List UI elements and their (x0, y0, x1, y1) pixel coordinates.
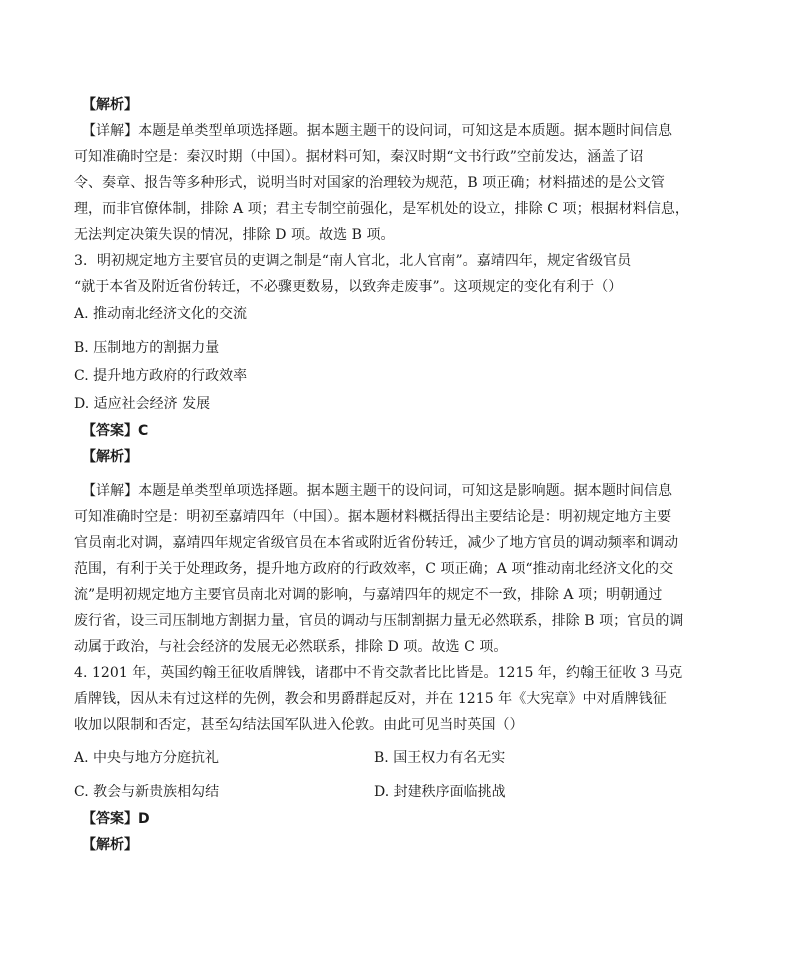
question-4-options-row (74, 744, 674, 772)
detail-line: 无法判定决策失误的情况，排除 D 项。故选 B 项。 (74, 227, 395, 243)
question-4-option-a: A. 中央与地方分庭抗礼 (74, 750, 220, 766)
question-3-option-a: A. 推动南北经济文化的交流 (74, 306, 248, 322)
question-4-options-row (74, 778, 674, 806)
detail-line: 【详解】本题是单类型单项选择题。据本题主题干的设问词，可知这是本质题。据本题时间信息 (82, 123, 673, 139)
detail-line: 令、奏章、报告等多种形式，说明当时对国家的治理较为规范，B 项正确；材料描述的是公文管 (74, 175, 665, 191)
question-3-option-b: B. 压制地方的割据力量 (74, 340, 220, 356)
detail-line: 可知准确时空是：秦汉时期（中国）。据材料可知，秦汉时期“文书行政”空前发达，涵盖了诏 (74, 149, 644, 165)
answer-label: 【答案】C (82, 423, 149, 439)
detail-line: 流”是明初规定地方主要官员南北对调的影响，与嘉靖四年的规定不一致，排除 A 项；明朝通过 (74, 587, 663, 603)
question-4-option-c: C. 教会与新贵族相勾结 (74, 784, 220, 800)
analysis-label: 【解析】 (82, 837, 138, 853)
question-3-stem: “就于本省及附近省份转迁，不必骤更数易，以致奔走废事”。这项规定的变化有利于（） (74, 279, 623, 295)
detail-line: 动属于政治，与社会经济的发展无必然联系，排除 D 项。故选 C 项。 (74, 639, 508, 655)
detail-line: 理，而非官僚体制，排除 A 项；君主专制空前强化，是军机处的设立，排除 C 项；根据材料信息， (74, 201, 689, 217)
question-3-stem: 3．明初规定地方主要官员的吏调之制是“南人官北，北人官南”。嘉靖四年，规定省级官员 (74, 253, 632, 269)
question-3-option-c: C. 提升地方政府的行政效率 (74, 368, 248, 384)
question-4-stem: 收加以限制和否定，甚至勾结法国军队进入伦敦。由此可见当时英国（） (74, 717, 524, 733)
analysis-label: 【解析】 (82, 449, 138, 465)
detail-line: 【详解】本题是单类型单项选择题。据本题主题干的设问词，可知这是影响题。据本题时间信息 (82, 483, 673, 499)
answer-label: 【答案】D (82, 811, 150, 827)
question-4-option-d: D. 封建秩序面临挑战 (374, 784, 506, 800)
question-4-option-b: B. 国王权力有名无实 (374, 750, 506, 766)
question-4-stem: 4. 1201 年，英国约翰王征收盾牌钱，诸郡中不肯交款者比比皆是。1215 年，约翰王征收 3 马克 (74, 665, 683, 681)
analysis-label: 【解析】 (82, 97, 138, 113)
detail-line: 废行省，设三司压制地方割据力量，官员的调动与压制割据力量无必然联系，排除 B 项；官员的调 (74, 613, 684, 629)
detail-line: 官员南北对调，嘉靖四年规定省级官员在本省或附近省份转迁，减少了地方官员的调动频率和调动 (74, 535, 679, 551)
question-4-stem: 盾牌钱，因从未有过这样的先例，教会和男爵群起反对，并在 1215 年《大宪章》中对盾牌钱征 (74, 691, 667, 707)
page-content (74, 92, 689, 858)
question-3-option-d: D. 适应社会经济 发展 (74, 396, 211, 412)
detail-line: 范围，有利于关于处理政务，提升地方政府的行政效率，C 项正确；A 项“推动南北经济文化的交 (74, 561, 674, 577)
detail-line: 可知准确时空是：明初至嘉靖四年（中国）。据本题材料概括得出主要结论是：明初规定地方主要 (74, 509, 672, 525)
